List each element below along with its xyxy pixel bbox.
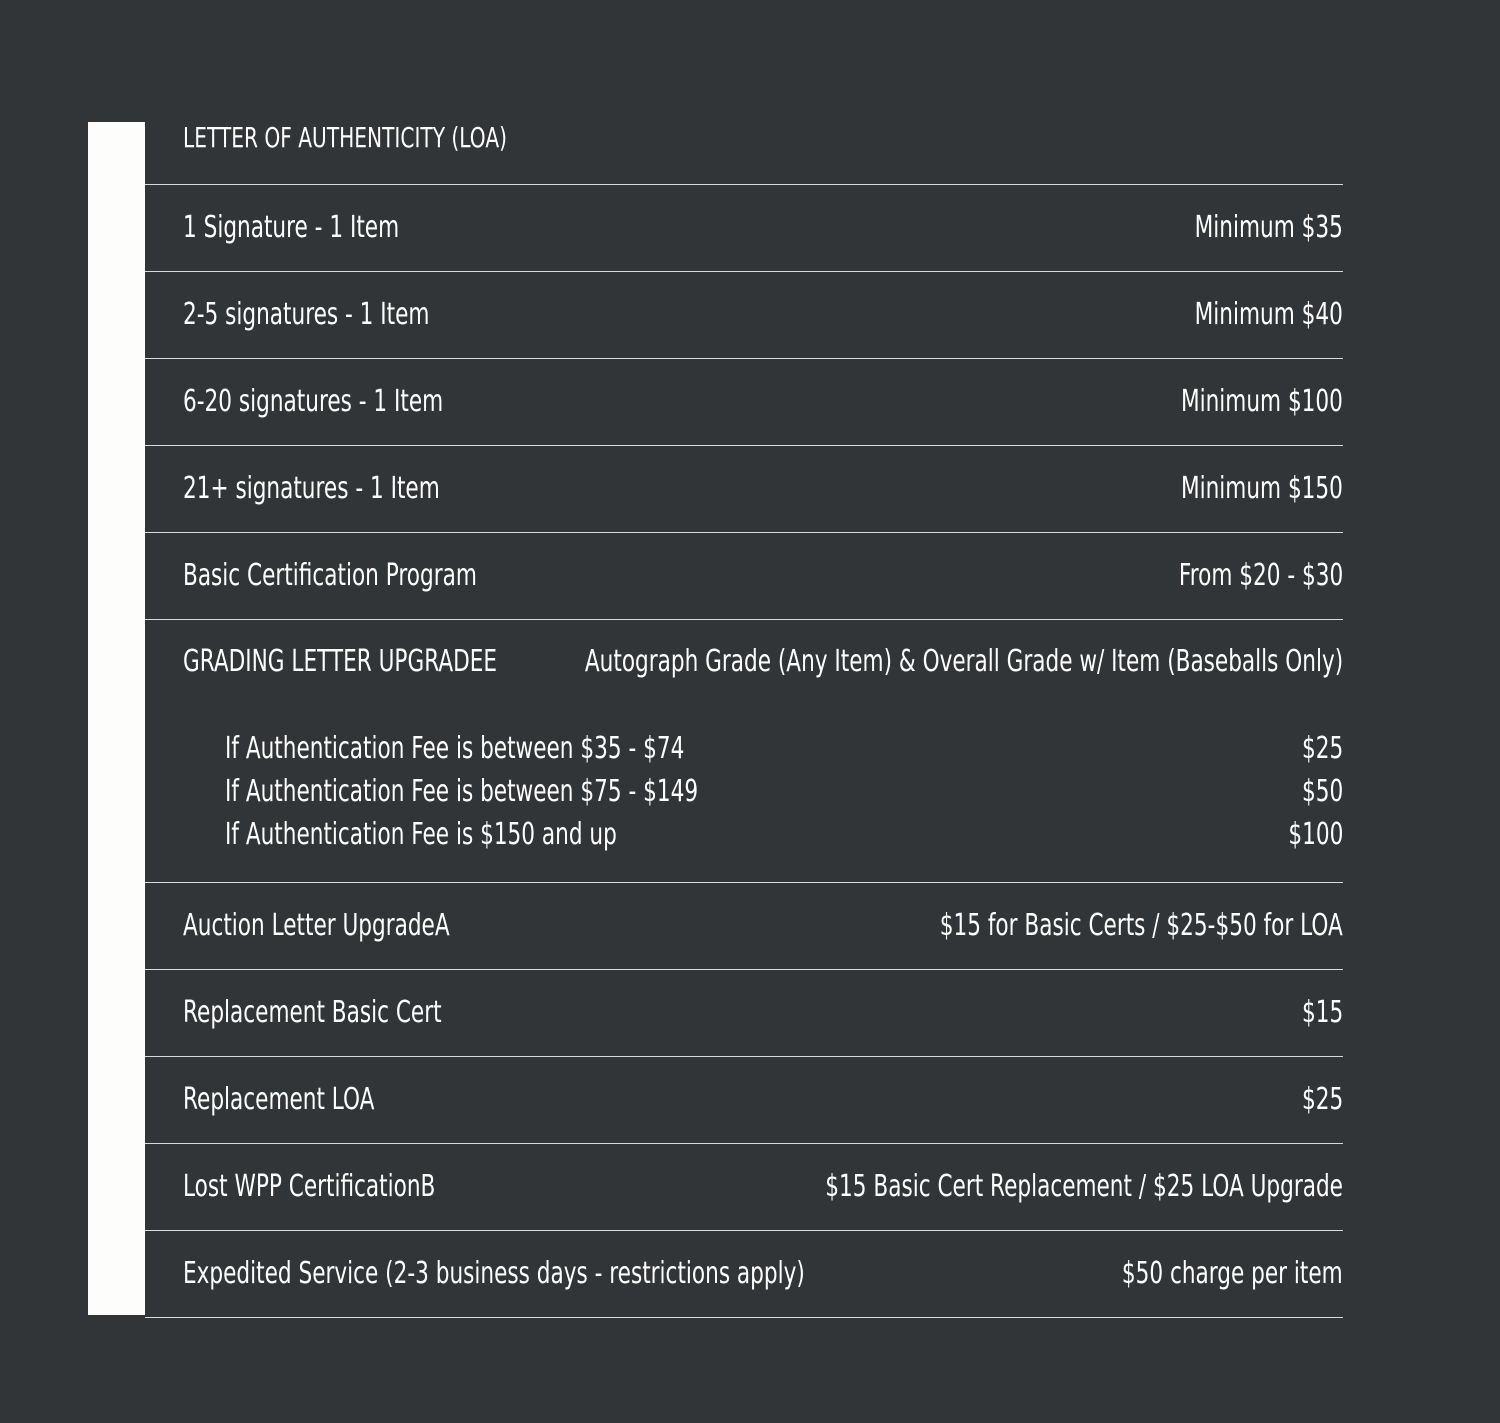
table-header xyxy=(145,96,1343,185)
tier-label: If Authentication Fee is between $75 - $149 xyxy=(225,774,699,809)
grading-tier xyxy=(225,817,1343,853)
table-row xyxy=(145,446,1343,533)
table-row xyxy=(145,1144,1343,1231)
service-price: $25 xyxy=(1301,1082,1343,1117)
service-price: Minimum $35 xyxy=(1194,210,1343,245)
tier-label: If Authentication Fee is between $35 - $74 xyxy=(225,731,685,766)
service-price: $15 xyxy=(1301,995,1343,1030)
table-row xyxy=(145,1231,1343,1318)
service-price: Minimum $100 xyxy=(1181,384,1343,419)
service-price: $15 for Basic Certs / $25-$50 for LOA xyxy=(939,908,1343,943)
service-label: Auction Letter UpgradeA xyxy=(183,908,450,943)
tier-price: $25 xyxy=(1301,731,1343,766)
service-label: 1 Signature - 1 Item xyxy=(183,210,400,245)
price-table xyxy=(145,96,1343,1318)
service-price: Minimum $150 xyxy=(1181,471,1343,506)
service-price: $50 charge per item xyxy=(1122,1256,1343,1291)
tier-price: $50 xyxy=(1301,774,1343,809)
service-label: Basic Certification Program xyxy=(183,558,477,593)
table-row xyxy=(145,272,1343,359)
service-label: 21+ signatures - 1 Item xyxy=(183,471,440,506)
service-price: Minimum $40 xyxy=(1194,297,1343,332)
table-row xyxy=(145,359,1343,446)
accent-bar xyxy=(88,122,145,1315)
table-row xyxy=(145,533,1343,620)
table-row xyxy=(145,883,1343,970)
page-title: LETTER OF AUTHENTICITY (LOA) xyxy=(183,121,507,154)
grading-description: Autograph Grade (Any Item) & Overall Grade w/ Item (Baseballs Only) xyxy=(584,644,1343,679)
service-label: Replacement LOA xyxy=(183,1082,375,1117)
service-label: Expedited Service (2-3 business days - restrictions apply) xyxy=(183,1256,805,1291)
service-label: Lost WPP CertificationB xyxy=(183,1169,436,1204)
grading-title: GRADING LETTER UPGRADEE xyxy=(183,644,498,679)
service-price: $15 Basic Cert Replacement / $25 LOA Upgrade xyxy=(825,1169,1343,1204)
service-label: Replacement Basic Cert xyxy=(183,995,442,1030)
tier-label: If Authentication Fee is $150 and up xyxy=(225,817,617,852)
table-row xyxy=(145,1057,1343,1144)
table-row xyxy=(145,970,1343,1057)
grading-tier xyxy=(225,731,1343,767)
service-label: 6-20 signatures - 1 Item xyxy=(183,384,444,419)
tier-price: $100 xyxy=(1288,817,1343,852)
service-price: From $20 - $30 xyxy=(1178,558,1343,593)
grading-tier xyxy=(225,774,1343,810)
table-row xyxy=(145,185,1343,272)
grading-section xyxy=(145,620,1343,883)
service-label: 2-5 signatures - 1 Item xyxy=(183,297,430,332)
